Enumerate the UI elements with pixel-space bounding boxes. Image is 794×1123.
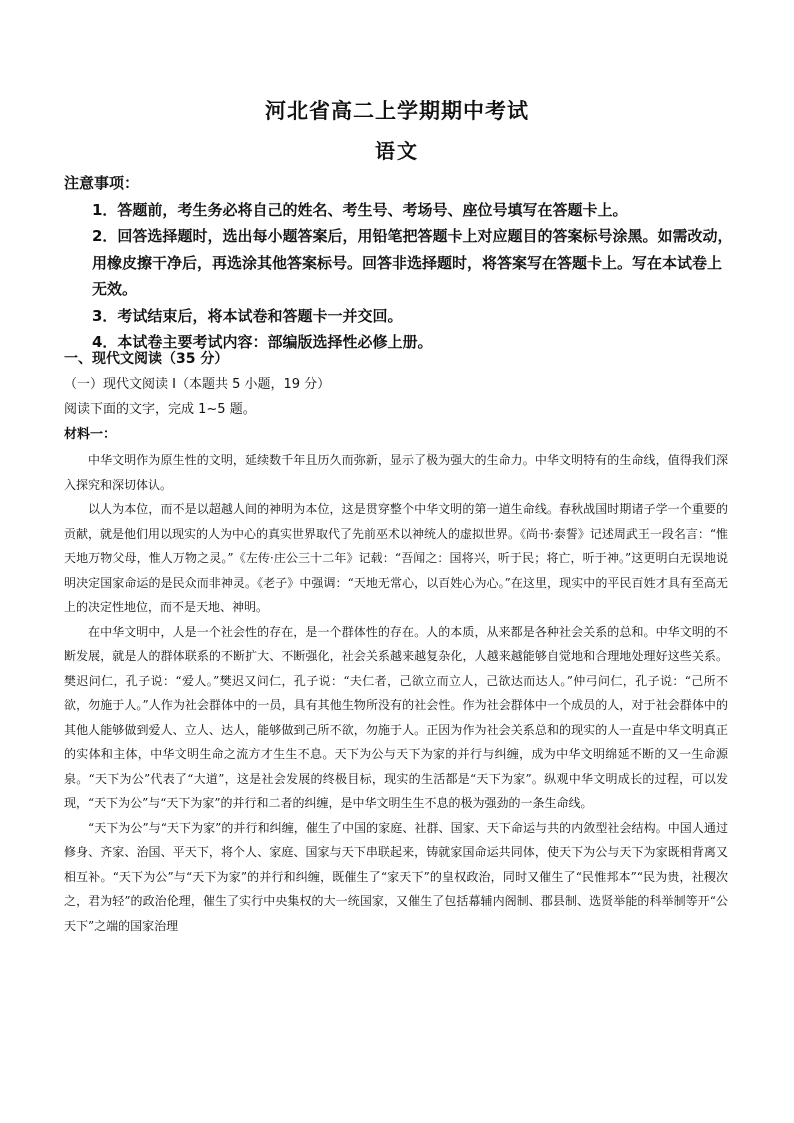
paragraph: 以人为本位，而不是以超越人间的神明为本位，这是贯穿整个中华文明的第一道生命线。春秋战国时期诸子学一个重要的贡献，就是他们用以现实的人为中心的真实世界取代了先前巫术以神统人的虚拟世界。《尚书·泰誓》记述周武王一段名言：“惟天地万物父母，惟人万物之灵。”《左传·庄公三十二年》记载：“吾闻之：国将兴，听于民；将亡，听于神。”这更明白无误地说明决定国家命运的是民众而非神灵。《老子》中强调：“天地无常心，以百姓心为心。”在这里，现实中的平民百姓才具有至高无上的决定性地位，而不是天地、神明。	[64, 502, 728, 614]
notice-block	[64, 170, 734, 356]
material-label: 材料一：	[64, 427, 117, 442]
section-heading: 一、现代文阅读（35 分）	[64, 351, 229, 367]
material-text	[64, 448, 728, 938]
section-subheading: （一）现代文阅读 I（本题共 5 小题，19 分）	[64, 377, 331, 392]
paragraph: 在中华文明中，人是一个社会性的存在，是一个群体性的存在。人的本质，从来都是各种社会关系的总和。中华文明的不断发展，就是人的群体联系的不断扩大、不断强化，社会关系越来越复杂化，人越来越能够自觉地和合理地处理好这些关系。樊迟问仁，孔子说：“爱人。”樊迟又问仁，孔子说：“夫仁者，己欲立而立人，己欲达而达人。”仲弓问仁，孔子说：“己所不欲，勿施于人。”人作为社会群体中的一员，具有其他生物所没有的社会性。作为社会群体中一个成员的人，对于社会群体中的其他人能够做到爱人、立人、达人，能够做到己所不欲，勿施于人。正因为作为社会关系总和的现实的人一直是中华文明真正的实体和主体，中华文明生命之流方才生生不息。天下为公与天下为家的并行与纠缠，成为中华文明绵延不断的又一生命源泉。“天下为公”代表了“大道”，这是社会发展的终极目标，现实的生活都是“天下为家”。纵观中华文明成长的过程，可以发现，“天下为公”与“天下为家”的并行和二者的纠缠，是中华文明生生不息的极为强劲的一条生命线。	[64, 624, 728, 810]
notice-item: 2．回答选择题时，选出每小题答案后，用铅笔把答题卡上对应题目的答案标号涂黑。如需改动，用橡皮擦干净后，再选涂其他答案标号。回答非选择题时，将答案写在答题卡上。写在本试卷上无效。	[92, 227, 733, 298]
reading-instruction: 阅读下面的文字，完成 1~5 题。	[64, 402, 256, 417]
notice-item: 3．考试结束后，将本试卷和答题卡一并交回。	[92, 306, 403, 325]
subject-title: 语文	[375, 139, 419, 163]
paragraph: “天下为公”与“天下为家”的并行和纠缠，催生了中国的家庭、社群、国家、天下命运与共的内敛型社会结构。中国人通过修身、齐家、治国、平天下，将个人、家庭、国家与天下串联起来，铸就家国命运共同体，使天下为公与天下为家既相背离又相互补。“天下为公”与“天下为家”的并行和纠缠，既催生了“家天下”的皇权政治，同时又催生了“民惟邦本”“民为贵，社稷次之，君为轻”的政治伦理，催生了实行中央集权的大一统国家，又催生了包括幕辅内阁制、郡县制、选贤举能的科举制等开“公天下”之端的国家治理	[64, 820, 728, 933]
page-title: 河北省高二上学期期中考试	[265, 99, 529, 123]
notice-item: 1．答题前，考生务必将自己的姓名、考生号、考场号、座位号填写在答题卡上。	[92, 200, 628, 219]
notice-item: 4．本试卷主要考试内容：部编版选择性必修上册。	[92, 333, 433, 351]
notice-heading: 注意事项：	[64, 174, 140, 192]
paragraph: 中华文明作为原生性的文明，延续数千年且历久而弥新，显示了极为强大的生命力。中华文明特有的生命线，值得我们深入探究和深切体认。	[64, 453, 728, 492]
